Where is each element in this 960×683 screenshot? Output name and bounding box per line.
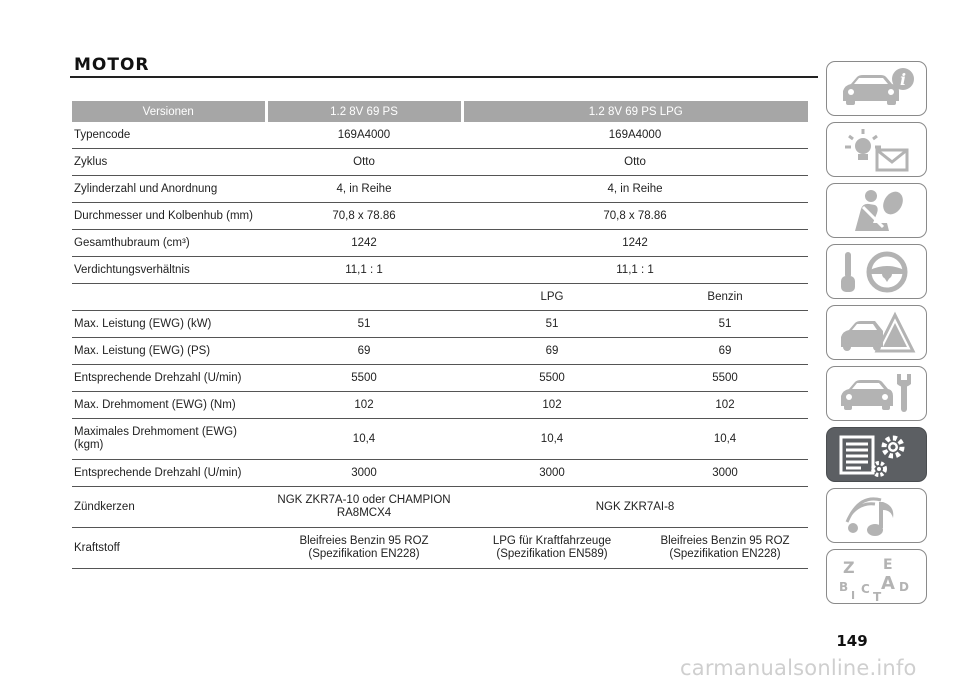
multimedia-music-icon: [837, 492, 917, 540]
tab-warning-lights[interactable]: [826, 122, 927, 177]
row-label: Entsprechende Drehzahl (U/min): [72, 460, 266, 487]
cell-benzin: Bleifreies Benzin 95 ROZ (Spezifikation EN228): [642, 528, 808, 569]
cell-a: 1242: [266, 230, 462, 257]
svg-text:B: B: [839, 580, 849, 594]
svg-text:A: A: [881, 573, 895, 594]
row-label: Maximales Drehmoment (EWG) (kgm): [72, 419, 266, 460]
table-row-kraftstoff: [72, 528, 808, 569]
car-service-wrench-icon: [837, 370, 917, 418]
table-row-zuendkerzen: [72, 487, 808, 528]
subheader-benzin: Benzin: [642, 284, 808, 311]
cell-a: Otto: [266, 149, 462, 176]
airbag-seat-icon: [837, 187, 917, 235]
row-label: Typencode: [72, 122, 266, 149]
table-row: [72, 149, 808, 176]
table-row: [72, 122, 808, 149]
svg-text:I: I: [851, 589, 856, 601]
table-row: [72, 203, 808, 230]
empty-cell: [266, 284, 462, 311]
table-row: [72, 338, 808, 365]
tab-service[interactable]: [826, 366, 927, 421]
cell-benzin: 51: [642, 311, 808, 338]
svg-text:T: T: [873, 590, 882, 601]
tab-multimedia[interactable]: [826, 488, 927, 543]
table-header-row: [72, 101, 808, 122]
row-label: Kraftstoff: [72, 528, 266, 569]
cell-lpg: LPG für Kraftfahrzeuge (Spezifikation EN589): [462, 528, 642, 569]
table-row: [72, 392, 808, 419]
header-version-b: 1.2 8V 69 PS LPG: [462, 101, 808, 122]
cell-b: 1242: [462, 230, 808, 257]
cell-a: 11,1 : 1: [266, 257, 462, 284]
cell-a: Bleifreies Benzin 95 ROZ (Spezifikation EN228): [266, 528, 462, 569]
row-label: Gesamthubraum (cm³): [72, 230, 266, 257]
header-versionen: Versionen: [72, 101, 266, 122]
fuel-subheader-row: [72, 284, 808, 311]
svg-text:E: E: [883, 557, 893, 573]
empty-cell: [72, 284, 266, 311]
row-label: Zündkerzen: [72, 487, 266, 528]
svg-text:D: D: [899, 580, 909, 594]
cell-benzin: 10,4: [642, 419, 808, 460]
cell-benzin: 69: [642, 338, 808, 365]
cell-b: 11,1 : 1: [462, 257, 808, 284]
cell-a: 5500: [266, 365, 462, 392]
row-label: Max. Leistung (EWG) (PS): [72, 338, 266, 365]
svg-text:i: i: [899, 70, 907, 89]
watermark: carmanualsonline.info: [680, 656, 917, 680]
header-version-a: 1.2 8V 69 PS: [266, 101, 462, 122]
svg-text:Z: Z: [843, 558, 855, 577]
cell-b: 70,8 x 78.86: [462, 203, 808, 230]
cell-a: 4, in Reihe: [266, 176, 462, 203]
technical-data-gears-icon: [837, 431, 917, 479]
cell-lpg: 102: [462, 392, 642, 419]
cell-b: NGK ZKR7AI-8: [462, 487, 808, 528]
car-info-icon: [837, 65, 917, 113]
row-label: Max. Leistung (EWG) (kW): [72, 311, 266, 338]
table-row: [72, 311, 808, 338]
cell-a: 10,4: [266, 419, 462, 460]
tab-starting-driving[interactable]: [826, 244, 927, 299]
cell-b: 4, in Reihe: [462, 176, 808, 203]
alphabetical-index-icon: [837, 553, 917, 601]
row-label: Max. Drehmoment (EWG) (Nm): [72, 392, 266, 419]
cell-lpg: 5500: [462, 365, 642, 392]
cell-a: 51: [266, 311, 462, 338]
table-row: [72, 176, 808, 203]
car-crash-warning-icon: [837, 309, 917, 357]
row-label: Entsprechende Drehzahl (U/min): [72, 365, 266, 392]
cell-a: 70,8 x 78.86: [266, 203, 462, 230]
svg-text:C: C: [861, 582, 870, 596]
cell-lpg: 3000: [462, 460, 642, 487]
row-label: Zyklus: [72, 149, 266, 176]
cell-b: 169A4000: [462, 122, 808, 149]
table-row: [72, 419, 808, 460]
tab-index[interactable]: [826, 549, 927, 604]
row-label: Durchmesser und Kolbenhub (mm): [72, 203, 266, 230]
title-rule: [70, 76, 818, 78]
cell-benzin: 102: [642, 392, 808, 419]
cell-b: Otto: [462, 149, 808, 176]
table-row: [72, 230, 808, 257]
cell-a: 169A4000: [266, 122, 462, 149]
page-title: MOTOR: [74, 55, 150, 75]
row-label: Verdichtungsverhältnis: [72, 257, 266, 284]
tab-emergency[interactable]: [826, 305, 927, 360]
cell-benzin: 5500: [642, 365, 808, 392]
cell-a: NGK ZKR7A-10 oder CHAMPION RA8MCX4: [266, 487, 462, 528]
table-row: [72, 460, 808, 487]
cell-a: 3000: [266, 460, 462, 487]
cell-a: 69: [266, 338, 462, 365]
cell-lpg: 10,4: [462, 419, 642, 460]
cell-lpg: 69: [462, 338, 642, 365]
tab-safety[interactable]: [826, 183, 927, 238]
row-label: Zylinderzahl und Anordnung: [72, 176, 266, 203]
subheader-lpg: LPG: [462, 284, 642, 311]
warning-lights-mail-icon: [837, 126, 917, 174]
table-row: [72, 365, 808, 392]
cell-a: 102: [266, 392, 462, 419]
engine-spec-table: [72, 101, 808, 569]
cell-lpg: 51: [462, 311, 642, 338]
page-number: 149: [836, 632, 868, 650]
key-steering-wheel-icon: [837, 248, 917, 296]
cell-benzin: 3000: [642, 460, 808, 487]
tab-car-info[interactable]: [826, 61, 927, 116]
table-row: [72, 257, 808, 284]
tab-technical-data[interactable]: [826, 427, 927, 482]
